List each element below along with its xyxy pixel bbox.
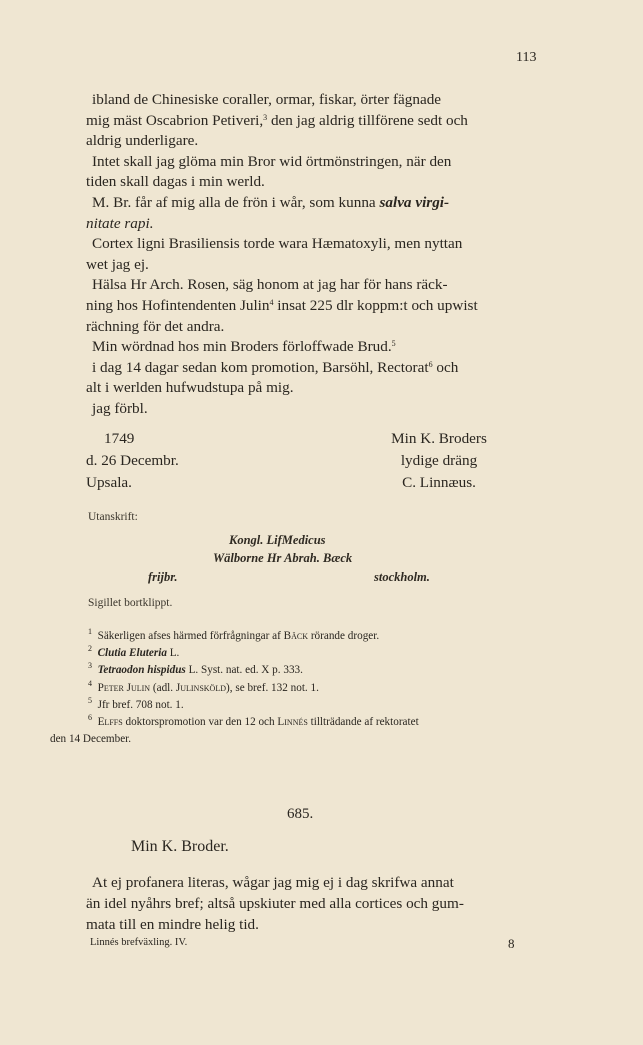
body-line: i dag 14 dagar sedan kom promotion, Barsöhl, Rectorat$^6$ och — [92, 358, 459, 376]
body-line: alt i werlden hufwudstupa på mig. — [86, 379, 294, 397]
letter-body — [86, 90, 560, 420]
address-label: Utanskrift: — [88, 511, 138, 523]
footnotes — [50, 627, 560, 748]
address-left: frijbr. — [148, 570, 178, 584]
body-line: M. Br. får af mig alla de frön i wår, som kunna salva virgi- — [92, 193, 450, 211]
body-line: Intet skall jag glömа min Bror wid örtmönstringen, när den — [92, 152, 452, 170]
letter-number: 685. — [287, 806, 314, 822]
body-line: aldrig underligare. — [86, 132, 199, 150]
body-line: Hälsa Hr Arch. Rosen, säg honom at jag har för hans räck- — [92, 276, 448, 294]
page-number: 113 — [516, 50, 537, 65]
body-line: jag förbl. — [92, 399, 148, 417]
signature-place: Upsala. — [86, 474, 132, 491]
body-line: tiden skall dagas i min werld. — [86, 173, 265, 191]
salutation: Min K. Broder. — [131, 838, 229, 855]
address-line1: Kongl. LifMedicus — [229, 533, 326, 547]
signature-salutation: Min K. Broders — [391, 430, 487, 447]
address-right: stockholm. — [374, 570, 430, 584]
body-line: Cortex ligni Brasiliensis torde wara Hæmatoxyli, men nyttan — [92, 235, 463, 253]
body-line: ning hos Hofintendenten Julin$^4$ insat 225 dlr koppm:t och upwist — [86, 296, 478, 314]
footnote: $^4$ Peter Julin (adl. Julinsköld), se bref. 132 not. 1. — [88, 678, 319, 694]
signature-name: C. Linnæus. — [402, 474, 476, 491]
footnote-ref: 6 — [428, 359, 433, 369]
body-line: än idel nyåhrs bref; altså upskiuter med alla cortices och gum- — [86, 894, 464, 912]
footer-title: Linnés brefväxling. IV. — [90, 937, 188, 948]
signature-date: d. 26 Decembr. — [86, 452, 179, 469]
footnote-continuation: den 14 December. — [50, 733, 132, 746]
body-line: wet jag ej. — [86, 255, 149, 273]
signature-mark: 8 — [508, 936, 515, 951]
body-line: mata till en mindre helig tid. — [86, 915, 259, 933]
signature-year: 1749 — [104, 430, 135, 447]
body-line: Min wördnad hos min Broders förloffwade Brud.$^5$ — [92, 338, 396, 356]
signature-block — [86, 428, 524, 494]
footnote: $^1$ Säkerligen afses härmed förfrågningar af Bäck rörande droger. — [88, 627, 380, 642]
body-line: rächning för det andra. — [86, 317, 225, 335]
body-line: mig mäst Oscabrion Petiveri,$^3$ den jag aldrig tillförene sedt och — [86, 111, 468, 129]
signature-closing: lydige dräng — [400, 452, 478, 469]
address-line2: Wälborne Hr Abrah. Bæck — [213, 551, 353, 565]
letter-body-2 — [86, 873, 560, 935]
footnote-ref: 4 — [269, 297, 274, 307]
footnote: $^3$ Tetraodon hispidus L. Syst. nat. ed. X p. 333. — [88, 661, 303, 677]
body-line: ibland de Chinesiske coraller, ormar, fiskar, örter fägnade — [92, 91, 442, 108]
body-line: nitate rapi. — [86, 214, 154, 232]
seal-note: Sigillet bortklippt. — [88, 597, 173, 609]
footnote: $^5$ Jfr bref. 708 not. 1. — [88, 695, 184, 711]
footnote-ref: 5 — [391, 339, 396, 349]
footnote: $^2$ Clutia Eluteria L. — [88, 644, 180, 660]
footnote: $^6$ Elffs doktorspromotion var den 12 och Linnés tillträdande af rektoratet — [88, 713, 419, 729]
body-line: At ej profanera literas, wågar jag mig ej i dag skrifwa annat — [92, 874, 454, 891]
footnote-ref: 3 — [263, 112, 268, 122]
